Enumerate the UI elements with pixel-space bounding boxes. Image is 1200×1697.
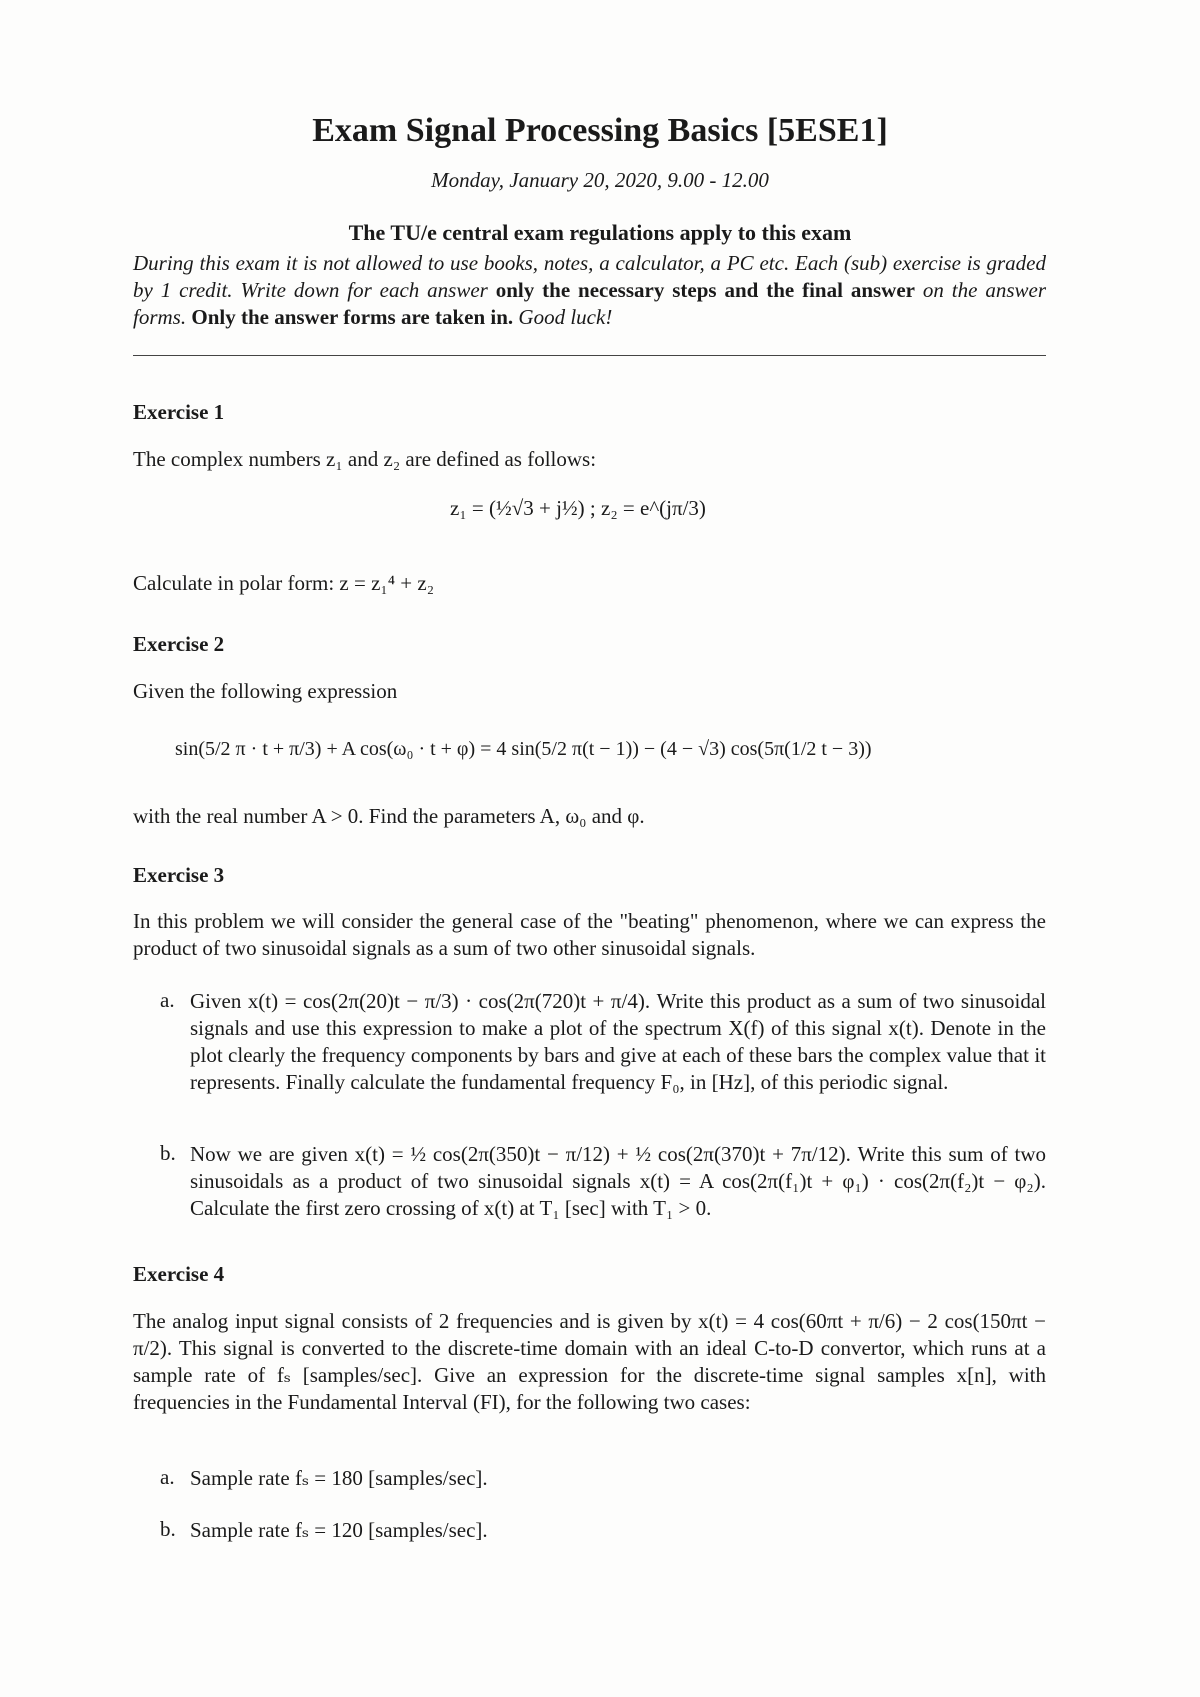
regulations-heading: The TU/e central exam regulations apply to this exam xyxy=(348,220,852,245)
exercise-2-task: with the real number A > 0. Find the parameters A, ω₀ and φ. xyxy=(133,804,645,828)
header-divider xyxy=(133,355,1046,356)
regulations-part-4: Only the answer forms are taken in. xyxy=(191,305,514,329)
exercise-3b-text: Now we are given x(t) = ½ cos(2π(350)t − π/12) + ½ cos(2π(370)t + 7π/12). Write this sum of two sinusoidals as a product of two sinusoidal signals x(t) = A cos(2π(f₁)t + φ₁) · cos(2π(f₂)t − φ₂). Calculate the first zero crossing of x(t) at T₁ [sec] with T₁ > 0. xyxy=(190,1142,1046,1220)
regulations-text xyxy=(133,250,1046,331)
exercise-1-intro: The complex numbers z₁ and z₂ are defined as follows: xyxy=(133,447,597,471)
exercise-4-heading: Exercise 4 xyxy=(133,1262,225,1286)
exercise-4-intro: The analog input signal consists of 2 frequencies and is given by x(t) = 4 cos(60πt + π/6) − 2 cos(150πt − π/2). This signal is converted to the discrete-time domain with an ideal C-to-D convertor, which runs at a sample rate of fₛ [samples/sec]. Give an expression for the discrete-time signal samples x[n], with frequencies in the Fundamental Interval (FI), for the following two cases: xyxy=(133,1309,1046,1414)
exercise-2-intro: Given the following expression xyxy=(133,679,398,703)
regulations-part-5: Good luck! xyxy=(518,305,613,329)
exam-date: Monday, January 20, 2020, 9.00 - 12.00 xyxy=(431,168,769,192)
exercise-1-formula: z₁ = (½√3 + j½) ; z₂ = e^(jπ/3) xyxy=(450,496,706,520)
exercise-3-intro: In this problem we will consider the general case of the "beating" phenomenon, where we can express the product of two sinusoidal signals as a sum of two other sinusoidal signals. xyxy=(133,909,1046,960)
exercise-1-task: Calculate in polar form: z = z₁⁴ + z₂ xyxy=(133,571,435,595)
exercise-3b-label: b. xyxy=(160,1141,176,1165)
exam-title: Exam Signal Processing Basics [5ESE1] xyxy=(312,112,888,149)
regulations-part-2: only the necessary steps and the final answer xyxy=(495,278,915,302)
regulations-part-1: During this exam it is not allowed to use books, notes, a calculator, a PC etc. Each (sub) exercise is graded by 1 credit. Write down for each answer xyxy=(133,251,1046,302)
exercise-4b-label: b. xyxy=(160,1517,176,1541)
exercise-4b-text: Sample rate fₛ = 120 [samples/sec]. xyxy=(190,1518,488,1542)
exercise-3a-label: a. xyxy=(160,988,175,1012)
regulations-part-3: on the answer forms. xyxy=(133,278,1047,329)
exercise-4a-text: Sample rate fₛ = 180 [samples/sec]. xyxy=(190,1466,488,1490)
exercise-2-heading: Exercise 2 xyxy=(133,632,225,656)
exercise-4a-label: a. xyxy=(160,1465,175,1489)
exercise-3-heading: Exercise 3 xyxy=(133,863,225,887)
exercise-1-heading: Exercise 1 xyxy=(133,400,225,424)
exercise-2-formula: sin(5/2 π · t + π/3) + A cos(ω₀ · t + φ) = 4 sin(5/2 π(t − 1)) − (4 − √3) cos(5π(1/2 t − 3)) xyxy=(175,738,872,760)
exercise-3a-text: Given x(t) = cos(2π(20)t − π/3) · cos(2π(720)t + π/4). Write this product as a sum of two sinusoidal signals and use this expression to make a plot of the spectrum X(f) of this signal x(t). Denote in the plot clearly the frequency components by bars and give at each of these bars the complex value that it represents. Finally calculate the fundamental frequency F₀, in [Hz], of this periodic signal. xyxy=(190,989,1046,1094)
